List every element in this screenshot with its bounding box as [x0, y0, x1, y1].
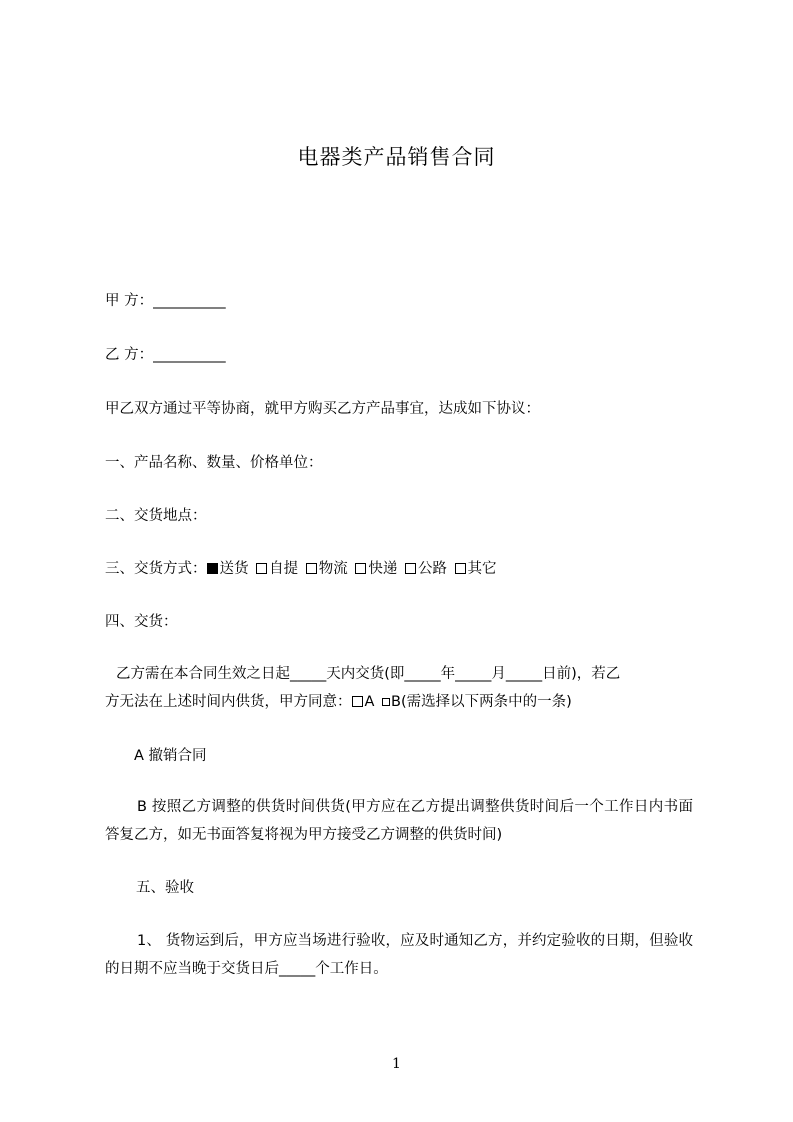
section-2-heading: 二、交货地点： [105, 508, 207, 524]
option-a-text: A 撤销合同 [134, 748, 207, 764]
option-label: 物流 [318, 561, 348, 577]
checkbox-wuliu[interactable] [306, 563, 317, 574]
option-label: 自提 [269, 561, 299, 577]
acceptance-clause-1: 1、 货物运到后，甲方应当场进行验收，应及时通知乙方，并约定验收的日期，但验收的日期不应当晚于交货日后_____个工作日。 [105, 933, 693, 977]
delivery-paragraph-line-2 [105, 692, 691, 712]
option-b-paragraph: B 按照乙方调整的供货时间供货(甲方应在乙方提出调整供货时间后一个工作日内书面答复乙方，如无书面答复将视为甲方接受乙方调整的供货时间) [105, 799, 693, 843]
party-b-line: 乙 方：__________ [105, 347, 226, 363]
option-label: 公路 [417, 561, 447, 577]
checkbox-kuaidi[interactable] [355, 563, 366, 574]
party-a-line: 甲 方：__________ [105, 293, 226, 309]
checkbox-ziti[interactable] [256, 563, 267, 574]
checkbox-option-a[interactable] [352, 696, 363, 707]
option-b-marker: B(需选择以下两条中的一条) [391, 694, 572, 710]
checkbox-songhuo-checked[interactable] [207, 563, 218, 574]
option-label: 送货 [219, 561, 249, 577]
intro-paragraph: 甲乙双方通过平等协商，就甲方购买乙方产品事宜，达成如下协议： [105, 401, 540, 417]
checkbox-option-b[interactable] [382, 698, 390, 706]
section-3-label: 三、交货方式： [105, 561, 207, 577]
delivery-paragraph-line-1: 乙方需在本合同生效之日起_____天内交货(即_____年_____月_____日前)，若乙 [116, 666, 621, 682]
option-a-marker: A [364, 694, 380, 710]
checkbox-qita[interactable] [455, 563, 466, 574]
option-label: 快递 [368, 561, 398, 577]
option-label: 其它 [467, 561, 497, 577]
section-1-heading: 一、产品名称、数量、价格单位： [105, 455, 323, 471]
document-title: 电器类产品销售合同 [297, 145, 496, 169]
section-4-heading: 四、交货： [105, 614, 178, 630]
section-5-heading: 五、验收 [136, 880, 194, 896]
section-3-delivery-method [105, 559, 691, 579]
checkbox-gonglu[interactable] [405, 563, 416, 574]
page-number: 1 [392, 1056, 401, 1072]
delivery-consent-text: 方无法在上述时间内供货，甲方同意： [105, 694, 352, 710]
